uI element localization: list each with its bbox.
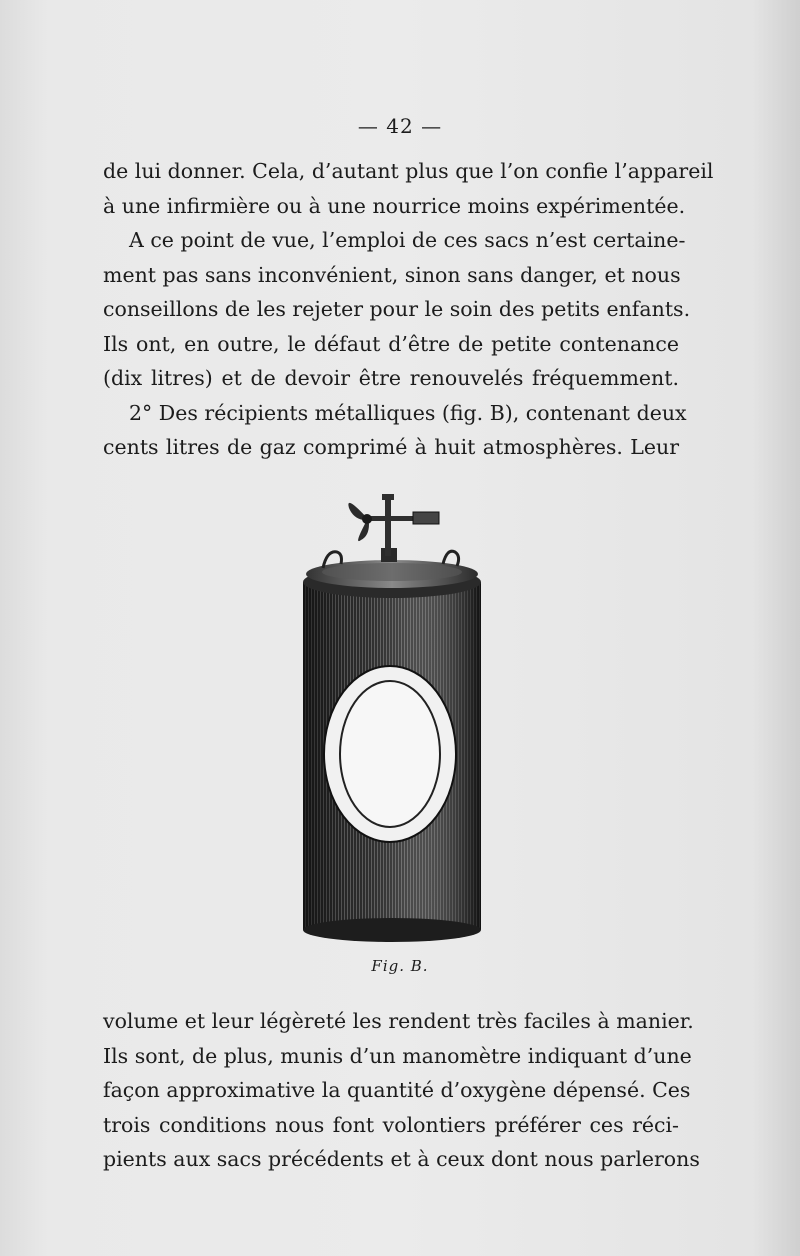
text-line: conseillons de les rejeter pour le soin des petits enfants. xyxy=(103,297,691,321)
text-line: 2° Des récipients métalliques (fig. B), contenant deux xyxy=(129,400,687,425)
text-line: (dix litres) et de devoir être renouvelés fréquemment. xyxy=(103,366,679,390)
text-line: Ils sont, de plus, munis d’un manomètre indiquant d’une xyxy=(103,1043,692,1068)
text-line: Ils ont, en outre, le défaut d’être de petite contenance xyxy=(103,331,679,356)
text-line: à une infirmière ou à une nourrice moins expérimentée. xyxy=(103,193,686,218)
text-block-bottom xyxy=(103,1004,700,1177)
text-line: pients aux sacs précédents et à ceux dont nous parlerons xyxy=(103,1147,700,1171)
oxygen-cylinder-illustration xyxy=(295,490,495,946)
text-line: ment pas sans inconvénient, sinon sans danger, et nous xyxy=(103,262,681,287)
text-line: cents litres de gaz comprimé à huit atmosphères. Leur xyxy=(103,435,679,459)
text-line: façon approximative la quantité d’oxygène dépensé. Ces xyxy=(103,1078,691,1102)
text-line: A ce point de vue, l’emploi de ces sacs n’est certaine- xyxy=(129,228,686,252)
page-number: — 42 — xyxy=(357,114,443,138)
text-line: trois conditions nous font volontiers préférer ces réci- xyxy=(103,1112,679,1137)
text-line: de lui donner. Cela, d’autant plus que l’on confie l’appareil xyxy=(103,159,714,183)
text-block-top xyxy=(103,154,714,465)
figure-caption: Fig. B. xyxy=(371,957,429,975)
text-line: volume et leur légèreté les rendent très faciles à manier. xyxy=(103,1009,694,1033)
